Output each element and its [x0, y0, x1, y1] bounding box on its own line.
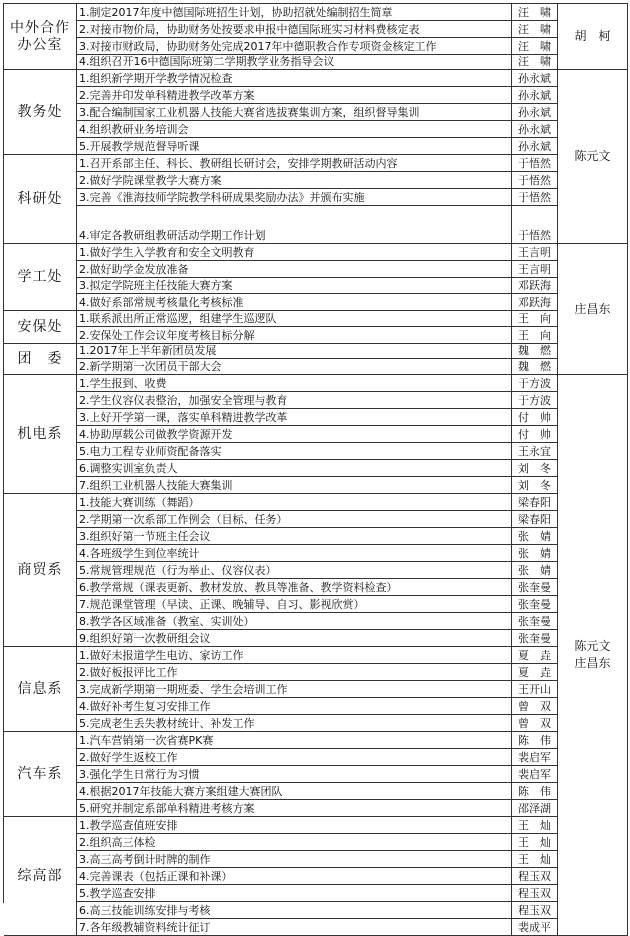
- responsible-person: 于悟然: [512, 206, 558, 244]
- responsible-person: 王言明: [512, 244, 558, 261]
- supervising-leader: 陈元文 庄昌东: [558, 375, 628, 936]
- responsible-person: 孙永斌: [512, 138, 558, 155]
- department-name: 科研处: [4, 155, 77, 244]
- task-item: 3.拟定学院班主任技能大赛方案: [77, 278, 512, 294]
- task-item: 5.开展教学规范督导听课: [77, 138, 512, 155]
- task-item: 3.上好开学第一课，落实单科精进教学改革: [77, 409, 512, 426]
- responsible-person: 汪 啸: [512, 38, 558, 55]
- task-item: 2.学生仪容仪表整治，加强安全管理与教育: [77, 392, 512, 409]
- responsible-person: 张奎曼: [512, 579, 558, 596]
- responsible-person: 于方波: [512, 375, 558, 392]
- responsible-person: 于悟然: [512, 172, 558, 189]
- task-item: 7.规范课堂管理（早读、正课、晚辅导、自习、影视欣赏）: [77, 596, 512, 613]
- responsible-person: 裴启军: [512, 749, 558, 766]
- department-name: 教务处: [4, 70, 77, 155]
- responsible-person: 孙永斌: [512, 104, 558, 121]
- task-item: 2.做好板报评比工作: [77, 664, 512, 681]
- responsible-person: 付 帅: [512, 409, 558, 426]
- responsible-person: 裴启军: [512, 766, 558, 783]
- task-item: 5.研究并制定系部单科精进考核方案: [77, 800, 512, 817]
- responsible-person: 魏 燃: [512, 344, 558, 359]
- task-item: 2.完善并印发单科精进教学改革方案: [77, 87, 512, 104]
- task-item: 6.教学常规（课表更新、教材发放、教具等准备、教学资料检查）: [77, 579, 512, 596]
- task-item: 5.常规管理规范（行为举止、仪容仪表）: [77, 562, 512, 579]
- task-item: 4.审定各教研组教研活动学期工作计划: [77, 206, 512, 244]
- responsible-person: 王 灿: [512, 834, 558, 851]
- task-item: 1.汽车营销第一次省赛PK赛: [77, 732, 512, 749]
- task-item: 1.联系派出所正常巡逻，组建学生巡逻队: [77, 311, 512, 327]
- responsible-person: 张 婧: [512, 545, 558, 562]
- responsible-person: 曾 双: [512, 715, 558, 732]
- responsible-person: 王 向: [512, 311, 558, 327]
- task-item: 2.做好学院课堂教学大赛方案: [77, 172, 512, 189]
- task-item: 2.新学期第一次团员干部大会: [77, 359, 512, 375]
- responsible-person: 梁春阳: [512, 494, 558, 511]
- task-item: 3.完善《淮海技师学院教学科研成果奖励办法》并颁布实施: [77, 189, 512, 206]
- responsible-person: 夏 垚: [512, 664, 558, 681]
- department-name: 信息系: [4, 647, 77, 732]
- department-name: 商贸系: [4, 494, 77, 647]
- responsible-person: 王 灿: [512, 817, 558, 834]
- responsible-person: 孙永斌: [512, 87, 558, 104]
- responsible-person: 张奎曼: [512, 596, 558, 613]
- department-name: 团 委: [4, 344, 77, 375]
- task-item: 4.根据2017年技能大赛方案组建大赛团队: [77, 783, 512, 800]
- department-name: 中外合作办公室: [4, 4, 77, 70]
- responsible-person: 孙永斌: [512, 121, 558, 138]
- responsible-person: 刘 冬: [512, 460, 558, 477]
- responsible-person: 王 灿: [512, 851, 558, 868]
- task-item: 9.组织好第一次教研组会议: [77, 630, 512, 647]
- task-item: 1.做好未报道学生电访、家访工作: [77, 647, 512, 664]
- task-item: 7.各年级教辅资料统计征订: [77, 919, 512, 936]
- task-item: 3.组织好第一节班主任会议: [77, 528, 512, 545]
- responsible-person: 邓跃海: [512, 278, 558, 294]
- task-item: 1.学生报到、收费: [77, 375, 512, 392]
- department-name: 学工处: [4, 244, 77, 311]
- task-item: 2.学期第一次系部工作例会（目标、任务）: [77, 511, 512, 528]
- responsible-person: 汪 啸: [512, 55, 558, 70]
- responsible-person: 张奎曼: [512, 630, 558, 647]
- task-item: 3.强化学生日常行为习惯: [77, 766, 512, 783]
- department-name: 机电系: [4, 375, 77, 494]
- task-item: 4.协助厚载公司做教学资源开发: [77, 426, 512, 443]
- supervising-leader: 胡 柯: [558, 4, 628, 70]
- responsible-person: 程玉双: [512, 868, 558, 885]
- responsible-person: 付 帅: [512, 426, 558, 443]
- task-item: 2.安保处工作会议年度考核目标分解: [77, 327, 512, 344]
- responsible-person: 孙永斌: [512, 70, 558, 87]
- task-item: 2.组织高三体检: [77, 834, 512, 851]
- responsible-person: 程玉双: [512, 885, 558, 902]
- responsible-person: 张奎曼: [512, 613, 558, 630]
- responsible-person: 王永宜: [512, 443, 558, 460]
- department-name: 安保处: [4, 311, 77, 344]
- task-item: 2.做好学生返校工作: [77, 749, 512, 766]
- task-item: 4.完善课表（包括正课和补课）: [77, 868, 512, 885]
- responsible-person: 邓跃海: [512, 294, 558, 311]
- responsible-person: 王开山: [512, 681, 558, 698]
- task-item: 1.技能大赛训练（舞蹈）: [77, 494, 512, 511]
- task-item: 1.做好学生入学教育和安全文明教育: [77, 244, 512, 261]
- responsible-person: 王 向: [512, 327, 558, 344]
- responsible-person: 张 婧: [512, 562, 558, 579]
- responsible-person: 陈 伟: [512, 732, 558, 749]
- task-item: 4.各班级学生到位率统计: [77, 545, 512, 562]
- task-item: 4.做好系部常规考核量化考核标准: [77, 294, 512, 311]
- task-item: 1.组织新学期开学教学情况检查: [77, 70, 512, 87]
- responsible-person: 裴成平: [512, 919, 558, 936]
- task-item: 3.高三高考倒计时牌的制作: [77, 851, 512, 868]
- task-item: 1.教学巡查值班安排: [77, 817, 512, 834]
- responsible-person: 于方波: [512, 392, 558, 409]
- responsible-person: 汪 啸: [512, 4, 558, 21]
- task-item: 4.做好补考生复习安排工作: [77, 698, 512, 715]
- task-item: 5.电力工程专业师资配备落实: [77, 443, 512, 460]
- task-item: 7.组织工业机器人技能大赛集训: [77, 477, 512, 494]
- task-item: 1.2017年上半年新团员发展: [77, 344, 512, 359]
- responsible-person: 于悟然: [512, 189, 558, 206]
- task-item: 1.召开系部主任、科长、教研组长研讨会，安排学期教研活动内容: [77, 155, 512, 172]
- responsible-person: 邵泽湖: [512, 800, 558, 817]
- department-name: 综高部: [4, 817, 77, 936]
- work-plan-table: [3, 3, 628, 934]
- responsible-person: 程玉双: [512, 902, 558, 919]
- responsible-person: 梁春阳: [512, 511, 558, 528]
- task-item: 3.对接市财政局，协助财务处完成2017年中德职教合作专项资金核定工作: [77, 38, 512, 55]
- task-item: 2.对接市物价局，协助财务处按要求申报中德国际班实习材料费核定表: [77, 21, 512, 38]
- task-item: 3.完成新学期第一期班委、学生会培训工作: [77, 681, 512, 698]
- responsible-person: 王言明: [512, 261, 558, 278]
- task-item: 6.调整实训室负责人: [77, 460, 512, 477]
- task-item: 5.完成老生丢失教材统计、补发工作: [77, 715, 512, 732]
- responsible-person: 张 婧: [512, 528, 558, 545]
- responsible-person: 刘 冬: [512, 477, 558, 494]
- responsible-person: 陈 伟: [512, 783, 558, 800]
- task-item: 4.组织教研业务培训会: [77, 121, 512, 138]
- supervising-leader: 庄昌东: [558, 244, 628, 375]
- responsible-person: 魏 燃: [512, 359, 558, 375]
- task-item: 3.配合编制国家工业机器人技能大赛省选拔赛集训方案，组织督导集训: [77, 104, 512, 121]
- task-item: 2.做好助学金发放准备: [77, 261, 512, 278]
- department-name: 汽车系: [4, 732, 77, 817]
- task-item: 6.高三技能训练安排与考核: [77, 902, 512, 919]
- responsible-person: 汪 啸: [512, 21, 558, 38]
- task-item: 1.制定2017年度中德国际班招生计划，协助招就处编制招生简章: [77, 4, 512, 21]
- task-item: 5.教学巡查安排: [77, 885, 512, 902]
- task-item: 4.组织召开16中德国际班第二学期教学业务指导会议: [77, 55, 512, 70]
- responsible-person: 于悟然: [512, 155, 558, 172]
- responsible-person: 夏 垚: [512, 647, 558, 664]
- task-item: 8.教学各区域准备（教室、实训处）: [77, 613, 512, 630]
- supervising-leader: 陈元文: [558, 70, 628, 244]
- responsible-person: 曾 双: [512, 698, 558, 715]
